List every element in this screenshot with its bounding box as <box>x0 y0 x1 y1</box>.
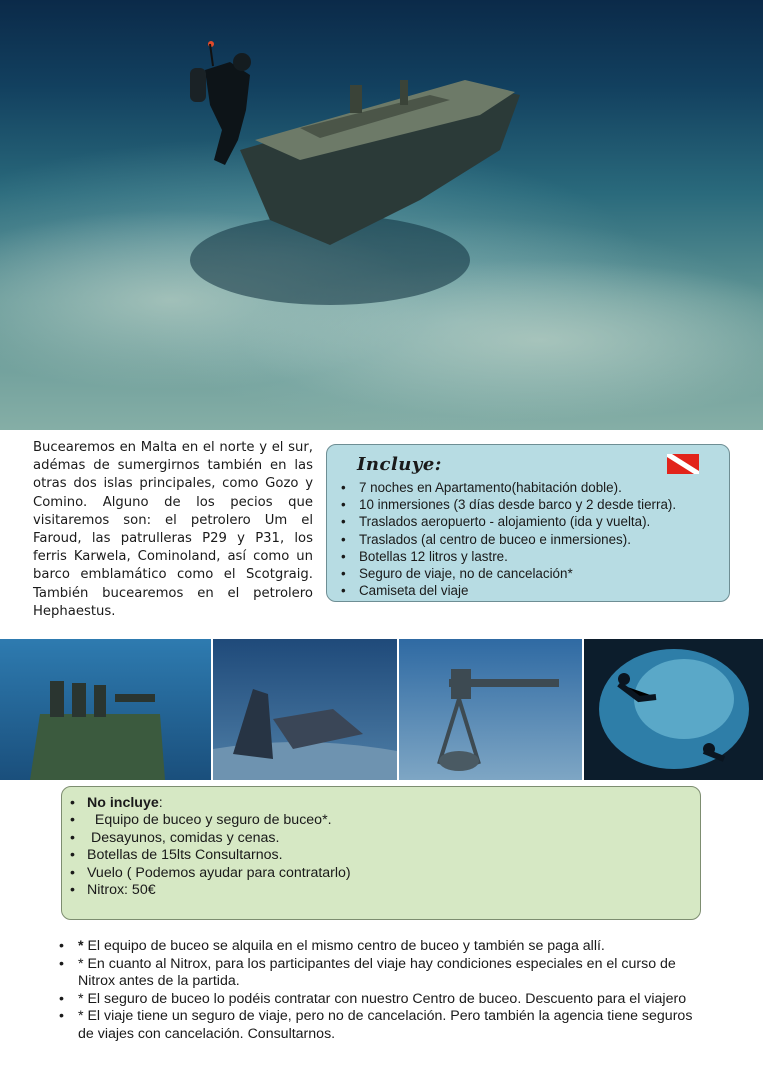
incluye-list <box>341 479 676 599</box>
incluye-box <box>326 444 730 602</box>
list-item: • Traslados (al centro de buceo e inmersiones). <box>341 531 631 547</box>
list-item: • Botellas 12 litros y lastre. <box>341 548 508 564</box>
list-item: • 10 inmersiones (3 días desde barco y 2 desde tierra). <box>341 497 677 513</box>
no-incluye-list <box>70 795 351 899</box>
no-incluye-box <box>61 786 701 920</box>
note-item: • * El equipo de buceo se alquila en el mismo centro de buceo y también se paga allí. <box>59 938 605 954</box>
note-item: • * En cuanto al Nitrox, para los participantes del viaje hay condiciones especiales en el curso de Nitrox antes de la partida. <box>59 955 676 990</box>
wreck-photo-3 <box>399 639 582 780</box>
no-incluye-title: • No incluye: <box>70 795 163 811</box>
list-item: • Camiseta del viaje <box>341 583 469 599</box>
note-item: • * El seguro de buceo lo podéis contratar con nuestro Centro de buceo. Descuento para el viajero <box>59 990 687 1007</box>
list-item: • Equipo de buceo y seguro de buceo*. <box>70 812 332 829</box>
cave-divers-photo <box>584 639 763 780</box>
photo-strip <box>0 639 763 780</box>
wreck-photo-2 <box>213 639 397 780</box>
wreck-illustration <box>0 0 763 430</box>
list-item: • Traslados aeropuerto - alojamiento (ida y vuelta). <box>341 514 651 530</box>
list-item: • Vuelo ( Podemos ayudar para contratarlo) <box>70 864 351 881</box>
notes-list <box>56 938 696 1044</box>
list-item: • 7 noches en Apartamento(habitación doble). <box>341 480 622 495</box>
note-item: • * El viaje tiene un seguro de viaje, pero no de cancelación. Pero también la agencia tiene seguros de viajes con cancelación. Consultarnos. <box>59 1008 693 1042</box>
intro-paragraph: Bucearemos en Malta en el norte y el sur, adémas de sumergirnos también en las otras dos islas principales, como Gozo y Comino. Alguno de los pecios que visitaremos son: el petrolero Um el Faroud, las patrulleras P29 y P31, los ferris Karwela, Cominoland, así como un barco emblamático como el Scotgraig. También bucearemos en el petrolero Hephaestus. <box>33 440 313 619</box>
list-item: • Nitrox: 50€ <box>70 882 156 899</box>
list-item: • Botellas de 15lts Consultarnos. <box>70 847 283 864</box>
wreck-photo-1 <box>0 639 211 780</box>
incluye-title: Incluye: <box>357 454 442 475</box>
hero-wreck-photo <box>0 0 763 430</box>
dive-flag-icon <box>667 454 699 474</box>
list-item: • Seguro de viaje, no de cancelación* <box>341 566 573 582</box>
list-item: • Desayunos, comidas y cenas. <box>70 829 280 846</box>
